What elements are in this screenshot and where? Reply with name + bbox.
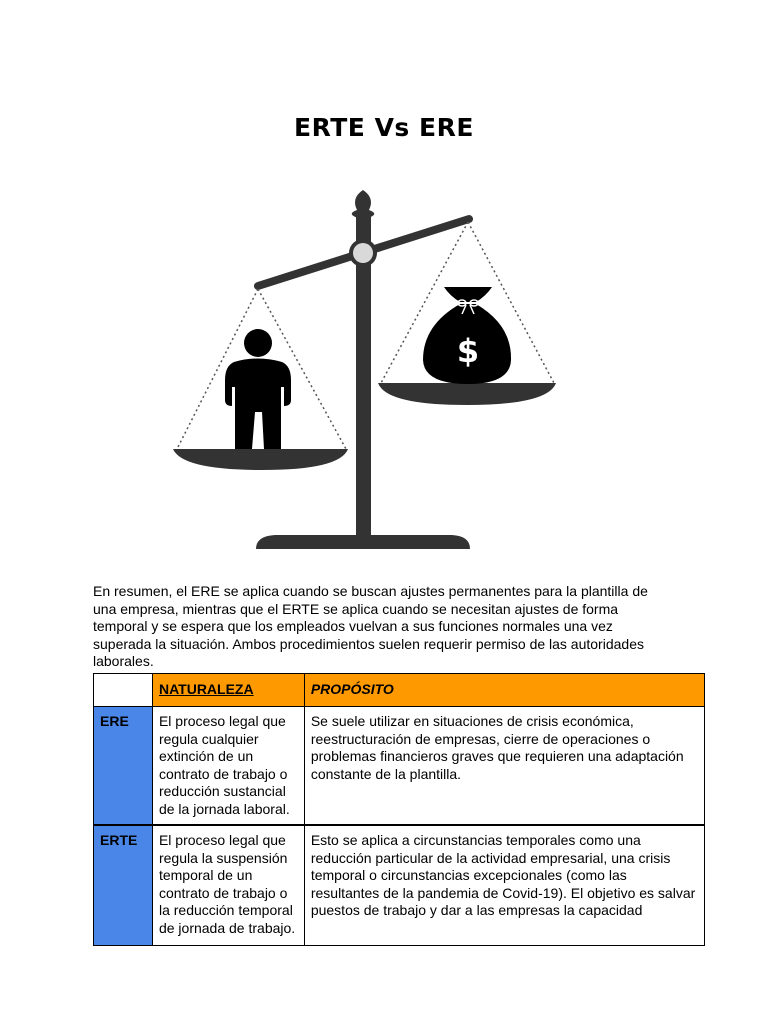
table-header-row	[94, 674, 705, 707]
header-proposito-label: PROPÓSITO	[310, 681, 394, 697]
scale-pivot-inner	[353, 243, 373, 263]
right-pan	[378, 383, 556, 405]
erte-proposito: Esto se aplica a circunstancias temporales como una reducción particular de la actividad empresarial, una crisis temporal o circunstancias excepcionales (como las resultantes de la pandemia de Covid-19). El objetivo es salvar puestos de trabajo y dar a las empresas la capacidad	[304, 825, 704, 946]
left-pan	[173, 449, 348, 470]
summary-paragraph: En resumen, el ERE se aplica cuando se buscan ajustes permanentes para la plantilla de una empresa, mientras que el ERTE se aplica cuando se necesitan ajustes de forma temporal y se espera que los empleados vuelvan a sus funciones normales una vez superada la situación. Ambos procedimientos suelen requerir permiso de las autoridades laborales.	[93, 583, 648, 669]
header-naturaleza	[152, 674, 304, 707]
header-empty-cell	[94, 674, 153, 707]
dollar-sign: $	[456, 332, 480, 370]
row-label-erte: ERTE	[94, 825, 153, 946]
ere-naturaleza: El proceso legal que regula cualquier extinción de un contrato de trabajo o reducción sustancial de la jornada laboral.	[152, 707, 304, 826]
table-row	[94, 825, 705, 946]
comparison-table	[93, 673, 705, 946]
scale-finial	[352, 190, 375, 218]
header-naturaleza-label: NATURALEZA	[158, 681, 254, 697]
erte-naturaleza: El proceso legal que regula la suspensión temporal de un contrato de trabajo o la reducción temporal de jornada de trabajo.	[152, 825, 304, 946]
document-title: ERTE Vs ERE	[294, 113, 474, 142]
ere-proposito: Se suele utilizar en situaciones de crisis económica, reestructuración de empresas, cierre de operaciones o problemas financieros graves que requieren una adaptación constante de la plantilla.	[304, 707, 704, 826]
table-row	[94, 707, 705, 826]
balance-scale-icon	[160, 180, 580, 560]
header-proposito	[304, 674, 704, 707]
person-icon	[225, 329, 291, 449]
row-label-ere: ERE	[94, 707, 153, 826]
money-bag-icon	[423, 287, 511, 384]
